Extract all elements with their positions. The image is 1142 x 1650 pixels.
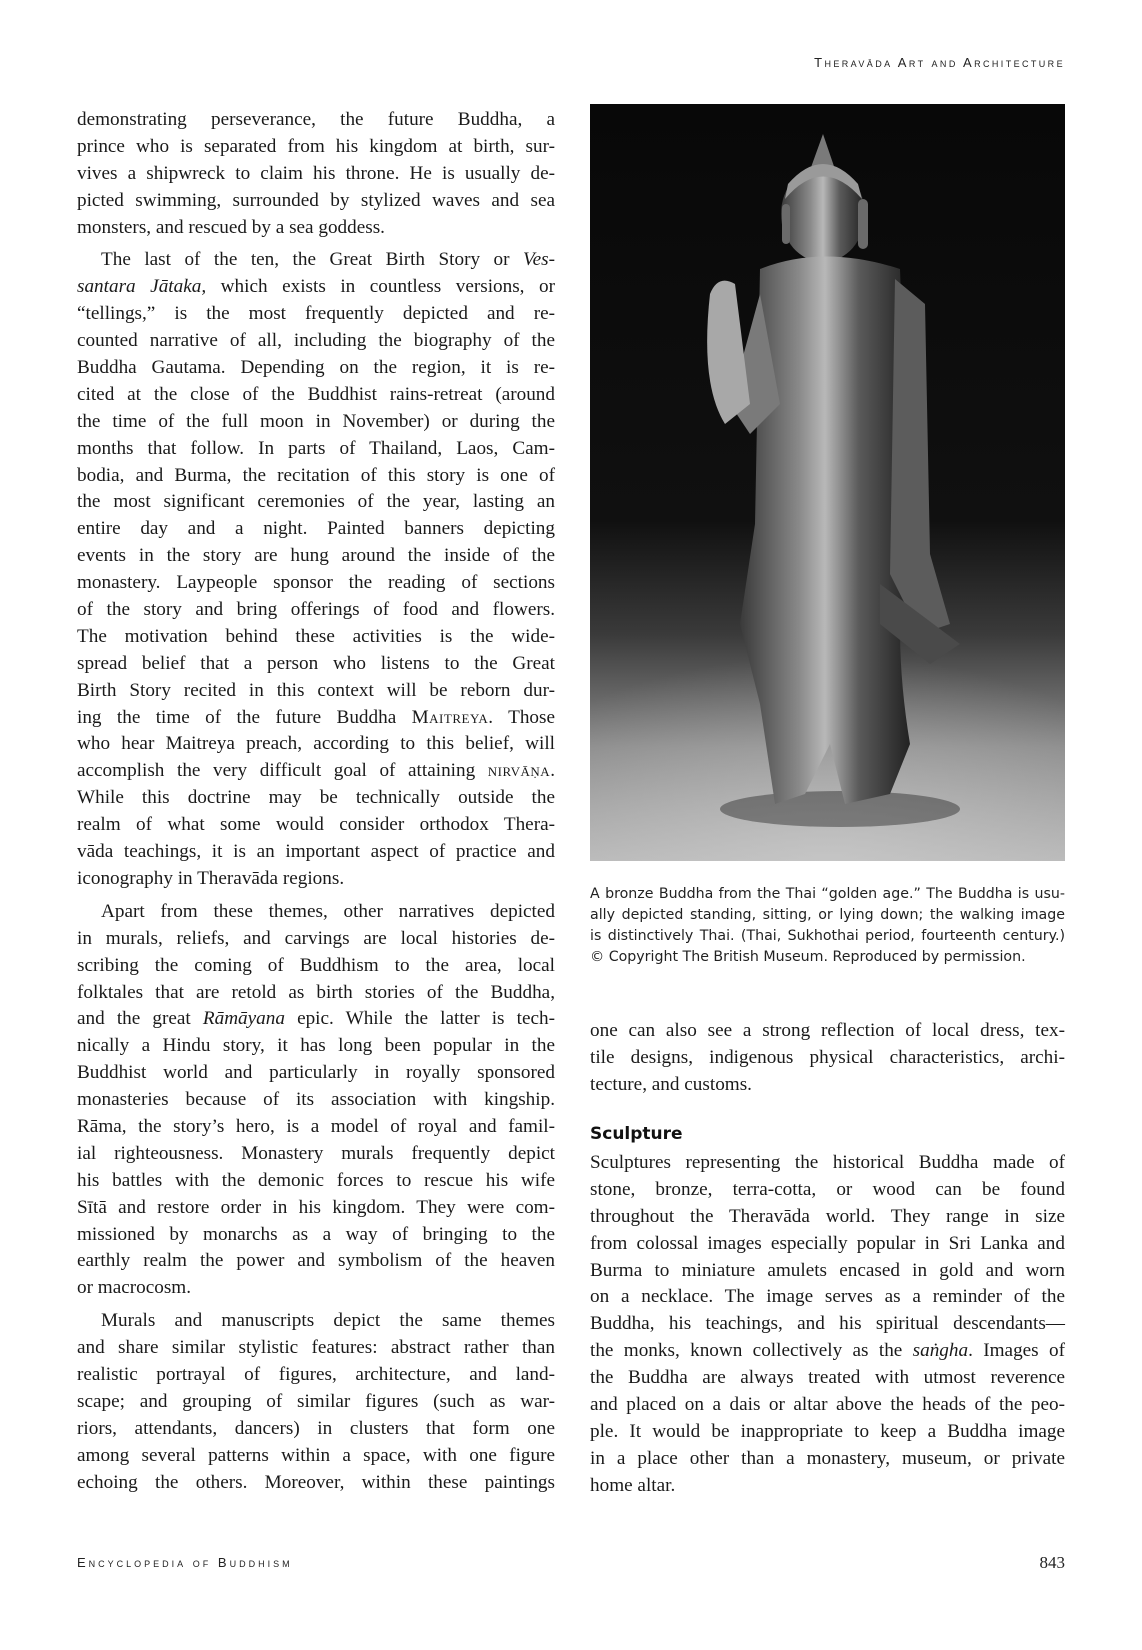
- text-line: prince who is separated from his kingdom at birth, sur-: [77, 135, 555, 157]
- text-line: among several patterns within a space, with one figure: [77, 1444, 555, 1466]
- text-line: his battles with the demonic forces to rescue his wife: [77, 1169, 555, 1191]
- text-line: demonstrating perseverance, the future Buddha, a: [77, 109, 555, 130]
- text-line: events in the story are hung around the inside of the: [77, 545, 555, 567]
- text-line: home altar.: [590, 1474, 676, 1496]
- sculpture-paragraph: [590, 1150, 1065, 1500]
- text-line: Buddhist world and particularly in royally sponsored: [77, 1062, 555, 1084]
- text-line: folktales that are retold as birth stories of the Buddha,: [77, 981, 555, 1003]
- text-line: in murals, reliefs, and carvings are local histories de-: [77, 927, 555, 949]
- paragraph-1: [77, 107, 555, 241]
- text-line: spread belief that a person who listens to the Great: [77, 652, 555, 674]
- text-line: the monks, known collectively as the saṅgha. Images of: [590, 1340, 1065, 1362]
- text-line: The motivation behind these activities is the wide-: [77, 625, 555, 647]
- text-line: in a place other than a monastery, museum, or private: [590, 1447, 1065, 1469]
- cross-reference-maitreya: Maitreya: [411, 706, 489, 728]
- text-line: monsters, and rescued by a sea goddess.: [77, 216, 385, 238]
- text-line: from colossal images especially popular in Sri Lanka and: [590, 1232, 1065, 1254]
- text-line: Burma to miniature amulets encased in gold and worn: [590, 1259, 1065, 1281]
- figure-caption: [590, 884, 1065, 968]
- text-line: Buddha Gautama. Depending on the region, it is re-: [77, 357, 555, 379]
- text-line: Sculptures representing the historical Buddha made of: [590, 1152, 1065, 1173]
- text-line: who hear Maitreya preach, according to this belief, will: [77, 733, 555, 755]
- text-line: and placed on a dais or altar above the heads of the peo-: [590, 1394, 1065, 1416]
- text-line: tecture, and customs.: [590, 1073, 752, 1095]
- text-line: bodia, and Burma, the recitation of this story is one of: [77, 464, 555, 486]
- section-heading-sculpture: Sculpture: [590, 1124, 683, 1144]
- paragraph-2: [77, 247, 555, 892]
- text-line: iconography in Theravāda regions.: [77, 867, 345, 889]
- text-line: vāda teachings, it is an important aspect of practice and: [77, 841, 555, 863]
- right-column-continuation: [590, 1018, 1065, 1099]
- text-line: “tellings,” is the most frequently depicted and re-: [77, 303, 555, 325]
- text-line: picted swimming, surrounded by stylized waves and sea: [77, 189, 555, 211]
- text-line: echoing the others. Moreover, within these paintings: [77, 1471, 555, 1493]
- text-line: Rāma, the story’s hero, is a model of royal and famil-: [77, 1115, 555, 1137]
- statue-illustration-icon: [590, 104, 1065, 861]
- text-line: months that follow. In parts of Thailand, Laos, Cam-: [77, 437, 555, 459]
- buddha-statue-photo: [590, 104, 1065, 861]
- text-line: on a necklace. The image serves as a reminder of the: [590, 1286, 1065, 1308]
- text-line: Buddha, his teachings, and his spiritual descendants—: [590, 1313, 1065, 1335]
- text-line: stone, bronze, terra-cotta, or wood can be found: [590, 1178, 1065, 1200]
- text-line: ial righteousness. Monastery murals frequently depict: [77, 1142, 555, 1164]
- running-head: Theravāda Art and Architecture: [814, 55, 1065, 70]
- text-line: The last of the ten, the Great Birth Story or Ves-: [101, 249, 555, 271]
- caption-line: is distinctively Thai. (Thai, Sukhothai period, fourteenth century.): [590, 928, 1065, 944]
- text-line: throughout the Theravāda world. They range in size: [590, 1205, 1065, 1227]
- caption-line: © Copyright The British Museum. Reproduced by permission.: [590, 949, 1026, 965]
- text-line: the most significant ceremonies of the year, lasting an: [77, 491, 555, 513]
- text-line: earthly realm the power and symbolism of the heaven: [77, 1250, 555, 1272]
- text-line: counted narrative of all, including the biography of the: [77, 330, 555, 352]
- cross-reference-nirvana: nirvāṇa: [487, 760, 551, 782]
- text-line: scribing the coming of Buddhism to the area, local: [77, 954, 555, 976]
- text-line: Apart from these themes, other narratives depicted: [101, 900, 555, 922]
- text-line: ing the time of the future Buddha Maitreya. Those: [77, 706, 555, 728]
- text-line: and share similar stylistic features: abstract rather than: [77, 1337, 555, 1359]
- paragraph-4: [77, 1308, 555, 1496]
- text-line: accomplish the very difficult goal of attaining nirvāṇa.: [77, 760, 555, 782]
- text-line: of the story and bring offerings of food and flowers.: [77, 599, 555, 621]
- text-line: riors, attendants, dancers) in clusters that form one: [77, 1417, 555, 1439]
- text-line: realm of what some would consider orthodox Thera-: [77, 814, 555, 836]
- text-line: While this doctrine may be technically outside the: [77, 787, 555, 809]
- text-line: the time of the full moon in November) or during the: [77, 410, 555, 432]
- text-line: and the great Rāmāyana epic. While the latter is tech-: [77, 1008, 555, 1030]
- text-line: nically a Hindu story, it has long been popular in the: [77, 1035, 555, 1057]
- text-line: the Buddha are always treated with utmost reverence: [590, 1367, 1065, 1389]
- text-line: one can also see a strong reflection of local dress, tex-: [590, 1020, 1065, 1041]
- text-line: ple. It would be inappropriate to keep a Buddha image: [590, 1420, 1065, 1442]
- left-column: [77, 107, 555, 1496]
- text-line: scape; and grouping of similar figures (such as war-: [77, 1390, 555, 1412]
- text-line: Birth Story recited in this context will be reborn dur-: [77, 679, 555, 701]
- caption-line: ally depicted standing, sitting, or lying down; the walking image: [590, 907, 1065, 923]
- text-line: monastery. Laypeople sponsor the reading of sections: [77, 572, 555, 594]
- page-number: 843: [1039, 1553, 1065, 1572]
- text-line: cited at the close of the Buddhist rains-retreat (around: [77, 383, 555, 405]
- text-line: Sītā and restore order in his kingdom. They were com-: [77, 1196, 555, 1218]
- text-line: vives a shipwreck to claim his throne. He is usually de-: [77, 162, 555, 184]
- caption-line: A bronze Buddha from the Thai “golden age.” The Buddha is usu-: [590, 886, 1065, 902]
- text-line: realistic portrayal of figures, architecture, and land-: [77, 1363, 555, 1385]
- text-line: monasteries because of its association with kingship.: [77, 1089, 555, 1111]
- paragraph-3: [77, 899, 555, 1302]
- text-line: tile designs, indigenous physical characteristics, archi-: [590, 1046, 1065, 1068]
- text-line: missioned by monarchs as a way of bringing to the: [77, 1223, 555, 1245]
- text-line: entire day and a night. Painted banners depicting: [77, 518, 555, 540]
- text-line: santara Jātaka, which exists in countless versions, or: [77, 276, 555, 298]
- text-line: or macrocosm.: [77, 1277, 192, 1299]
- text-line: Murals and manuscripts depict the same themes: [101, 1310, 555, 1332]
- footer-book-title: Encyclopedia of Buddhism: [77, 1555, 293, 1570]
